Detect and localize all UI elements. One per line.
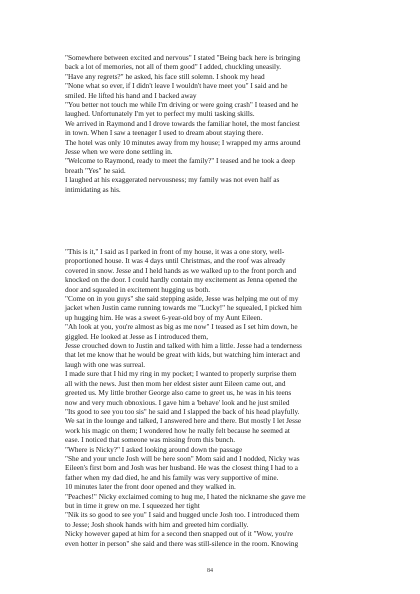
text-section-1 bbox=[65, 53, 365, 194]
paragraph: Jesse crouched down to Justin and talked with him a little. Jesse had a tenderness that let me know that he would be great with kids, but watching him interact and laugh with one was surreal. bbox=[65, 341, 302, 369]
paragraph: "This is it," I said as I parked in front of my house, it was a one story, well- proportioned house. It was 4 days until Christmas, and the roof was already covered in snow. Jesse and I held hands as we walked up to the front porch and knocked on the door. I could hardly contain my excitement as Jenna opened the door and squealed in excitement hugging us both. bbox=[65, 247, 298, 294]
paragraph: I laughed at his exaggerated nervousness; my family was not even half as intimidating as his. bbox=[65, 175, 280, 194]
paragraph: "Peaches!" Nicky exclaimed coming to hug me, I hated the nickname she gave me but in time it grew on me. I squeezed her tight bbox=[65, 491, 306, 510]
paragraph: "Its good to see you too sis" he said and I slapped the back of his head playfully. bbox=[65, 406, 300, 416]
paragraph: "Nik its so good to see you" I said and hugged uncle Josh too. I introduced them to Jesse; Josh shook hands with him and greeted him cordially. bbox=[65, 510, 300, 529]
page-number: 84 bbox=[207, 568, 213, 574]
paragraph: 10 minutes later the front door opened and they walked in. bbox=[65, 482, 236, 492]
paragraph: Nicky however gaped at him for a second then snapped out of it "Wow, you're even hotter in person" she said and there was still-silence in the room. Knowing bbox=[65, 529, 299, 548]
text-section-2 bbox=[65, 247, 365, 548]
paragraph: "Come on in you guys" she said stepping aside, Jesse was helping me out of my jacket when Justin came running towards me "Lucky!" he squealed, I picked him up hugging him. He was a sweet 6-year-old boy of my Aunt Eileen. bbox=[65, 294, 302, 322]
paragraph: "None what so ever, if I didn't leave I wouldn't have meet you" I said and he smiled. He lifted his hand and I backed away bbox=[65, 81, 288, 100]
paragraph: I made sure that I hid my ring in my pocket; I wanted to properly surprise them all with the news. Just then mom her eldest sister aunt Eileen came out, and greeted us. My little brother George also came to greet us, he was in his teens now and very much obnoxious. I gave him a 'behave' look and he just smiled bbox=[65, 369, 297, 407]
paragraph: "She and your uncle Josh will be here soon" Mom said and I nodded, Nicky was Eileen's first born and Josh was her husband. He was the closest thing I had to a father when my dad died, he and his family was very supportive of mine. bbox=[65, 453, 300, 482]
paragraph: "Somewhere between excited and nervous" I stated "Being back here is bringing back a lot of memories, not all of them good" I added, chuckling uneasily. bbox=[65, 53, 301, 72]
paragraph: "Ah look at you, you're almost as big as me now" I teased as I set him down, he giggled. He looked at Jesse as I introduced them, bbox=[65, 322, 298, 341]
paragraph: "Welcome to Raymond, ready to meet the family?" I teased and he took a deep breath "Yes" he said. bbox=[65, 156, 296, 175]
paragraph: We arrived in Raymond and I drove towards the familiar hotel, the most fanciest in town. When I saw a teenager I used to dream about staying there. bbox=[65, 118, 300, 138]
paragraph: "Have any regrets?" he asked, his face still solemn. I shook my head bbox=[65, 71, 265, 81]
paragraph: The hotel was only 10 minutes away from my house; I wrapped my arms around Jesse when we were done settling in. bbox=[65, 137, 301, 157]
paragraph: "Where is Nicky?" I asked looking around down the passage bbox=[65, 444, 243, 454]
paragraph: We sat in the lounge and talked, I answered here and there. But mostly I let Jesse work his magic on them; I wondered how he really felt because he seemed at ease. I noticed that someone was missing from this bunch. bbox=[65, 416, 302, 445]
paragraph: "You better not touch me while I'm driving or were going crash" I teased and he laughed. Unfortunately I'm yet to perfect my multi tasking skills. bbox=[65, 100, 299, 119]
